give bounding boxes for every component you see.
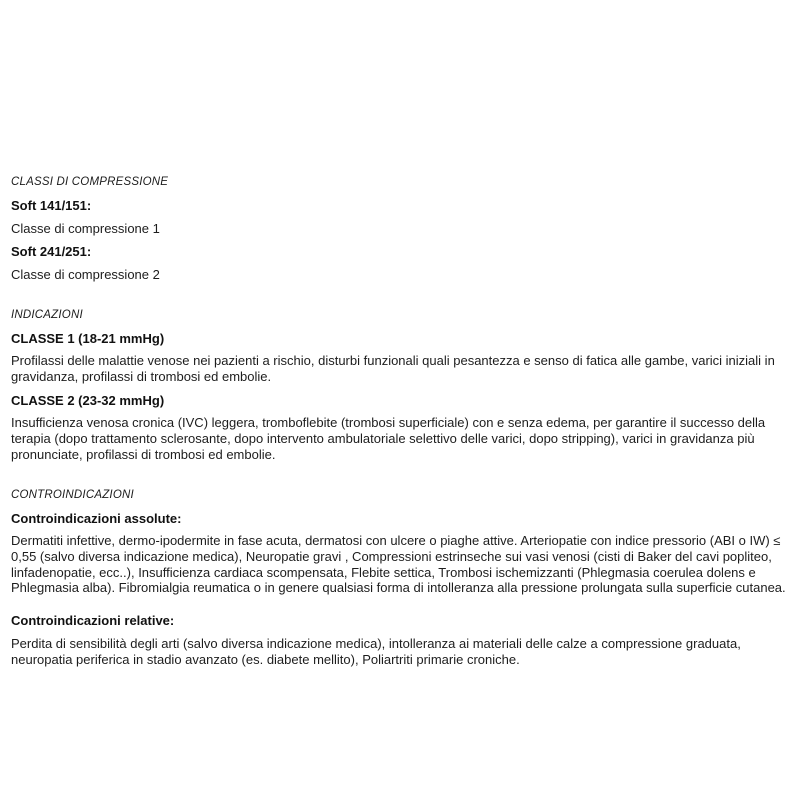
relative-contraindications-paragraph: Perdita di sensibilità degli arti (salvo diversa indicazione medica), intolleranza ai materiali delle calze a compressione graduata, neuropatia periferica in stadio avanzato (es. diabete mellito), Poliartriti primarie croniche. [11,635,741,667]
product-variant-label: Soft 141/151: [11,198,92,213]
class-1-indications-paragraph: Profilassi delle malattie venose nei pazienti a rischio, disturbi funzionali quali pesantezza e senso di fatica alle gambe, varici iniziali in gravidanza, profilassi di trombosi ed embolie. [11,353,775,384]
compression-class-value: Classe di compressione 2 [11,266,160,282]
absolute-contraindications-label: Controindicazioni assolute: [11,510,182,526]
class-1-label: CLASSE 1 (18-21 mmHg) [11,330,165,346]
section-contraindications [11,489,790,668]
section-heading-compression-classes: CLASSI DI COMPRESSIONE [11,176,169,188]
section-indications [11,309,790,463]
absolute-contraindications-paragraph: Dermatiti infettive, dermo-ipodermite in fase acuta, dermatosi con ulcere o piaghe attive. Arteriopatie con indice pressorio (ABI o IW) ≤ 0,55 (salvo diversa indicazione medica), Neuropatie gravi , Compressioni estrinseche sui vasi venosi (cisti di Baker del cavi popliteo, linfadenopatie, ecc..), Insufficienza cardiaca scompensata, Flebite settica, Trombosi ischemizzanti (Phlegmasia coerulea dolens e Phlegmasia alba). Fibromialgia reumatica o in genere qualsiasi forma di intolleranza alla pressione prolungata sulla superficie cutanea. [11,533,786,596]
class-2-label: CLASSE 2 (23-32 mmHg) [11,392,165,408]
section-heading-contraindications: CONTROINDICAZIONI [11,488,134,501]
relative-contraindications-label: Controindicazioni relative: [11,613,175,629]
compression-class-value: Classe di compressione 1 [11,220,160,236]
class-2-indications-paragraph: Insufficienza venosa cronica (IVC) leggera, tromboflebite (trombosi superficiale) con e senza edema, per garantire il successo della terapia (dopo trattamento sclerosante, dopo intervento ambulatoriale selettivo delle varici, dopo stripping), varici in gravidanza più pronunciate, profilassi di trombosi ed embolie. [11,415,766,462]
section-compression-classes [11,176,790,283]
section-heading-indications: INDICAZIONI [11,308,83,321]
product-variant-label: Soft 241/251: [11,244,92,260]
